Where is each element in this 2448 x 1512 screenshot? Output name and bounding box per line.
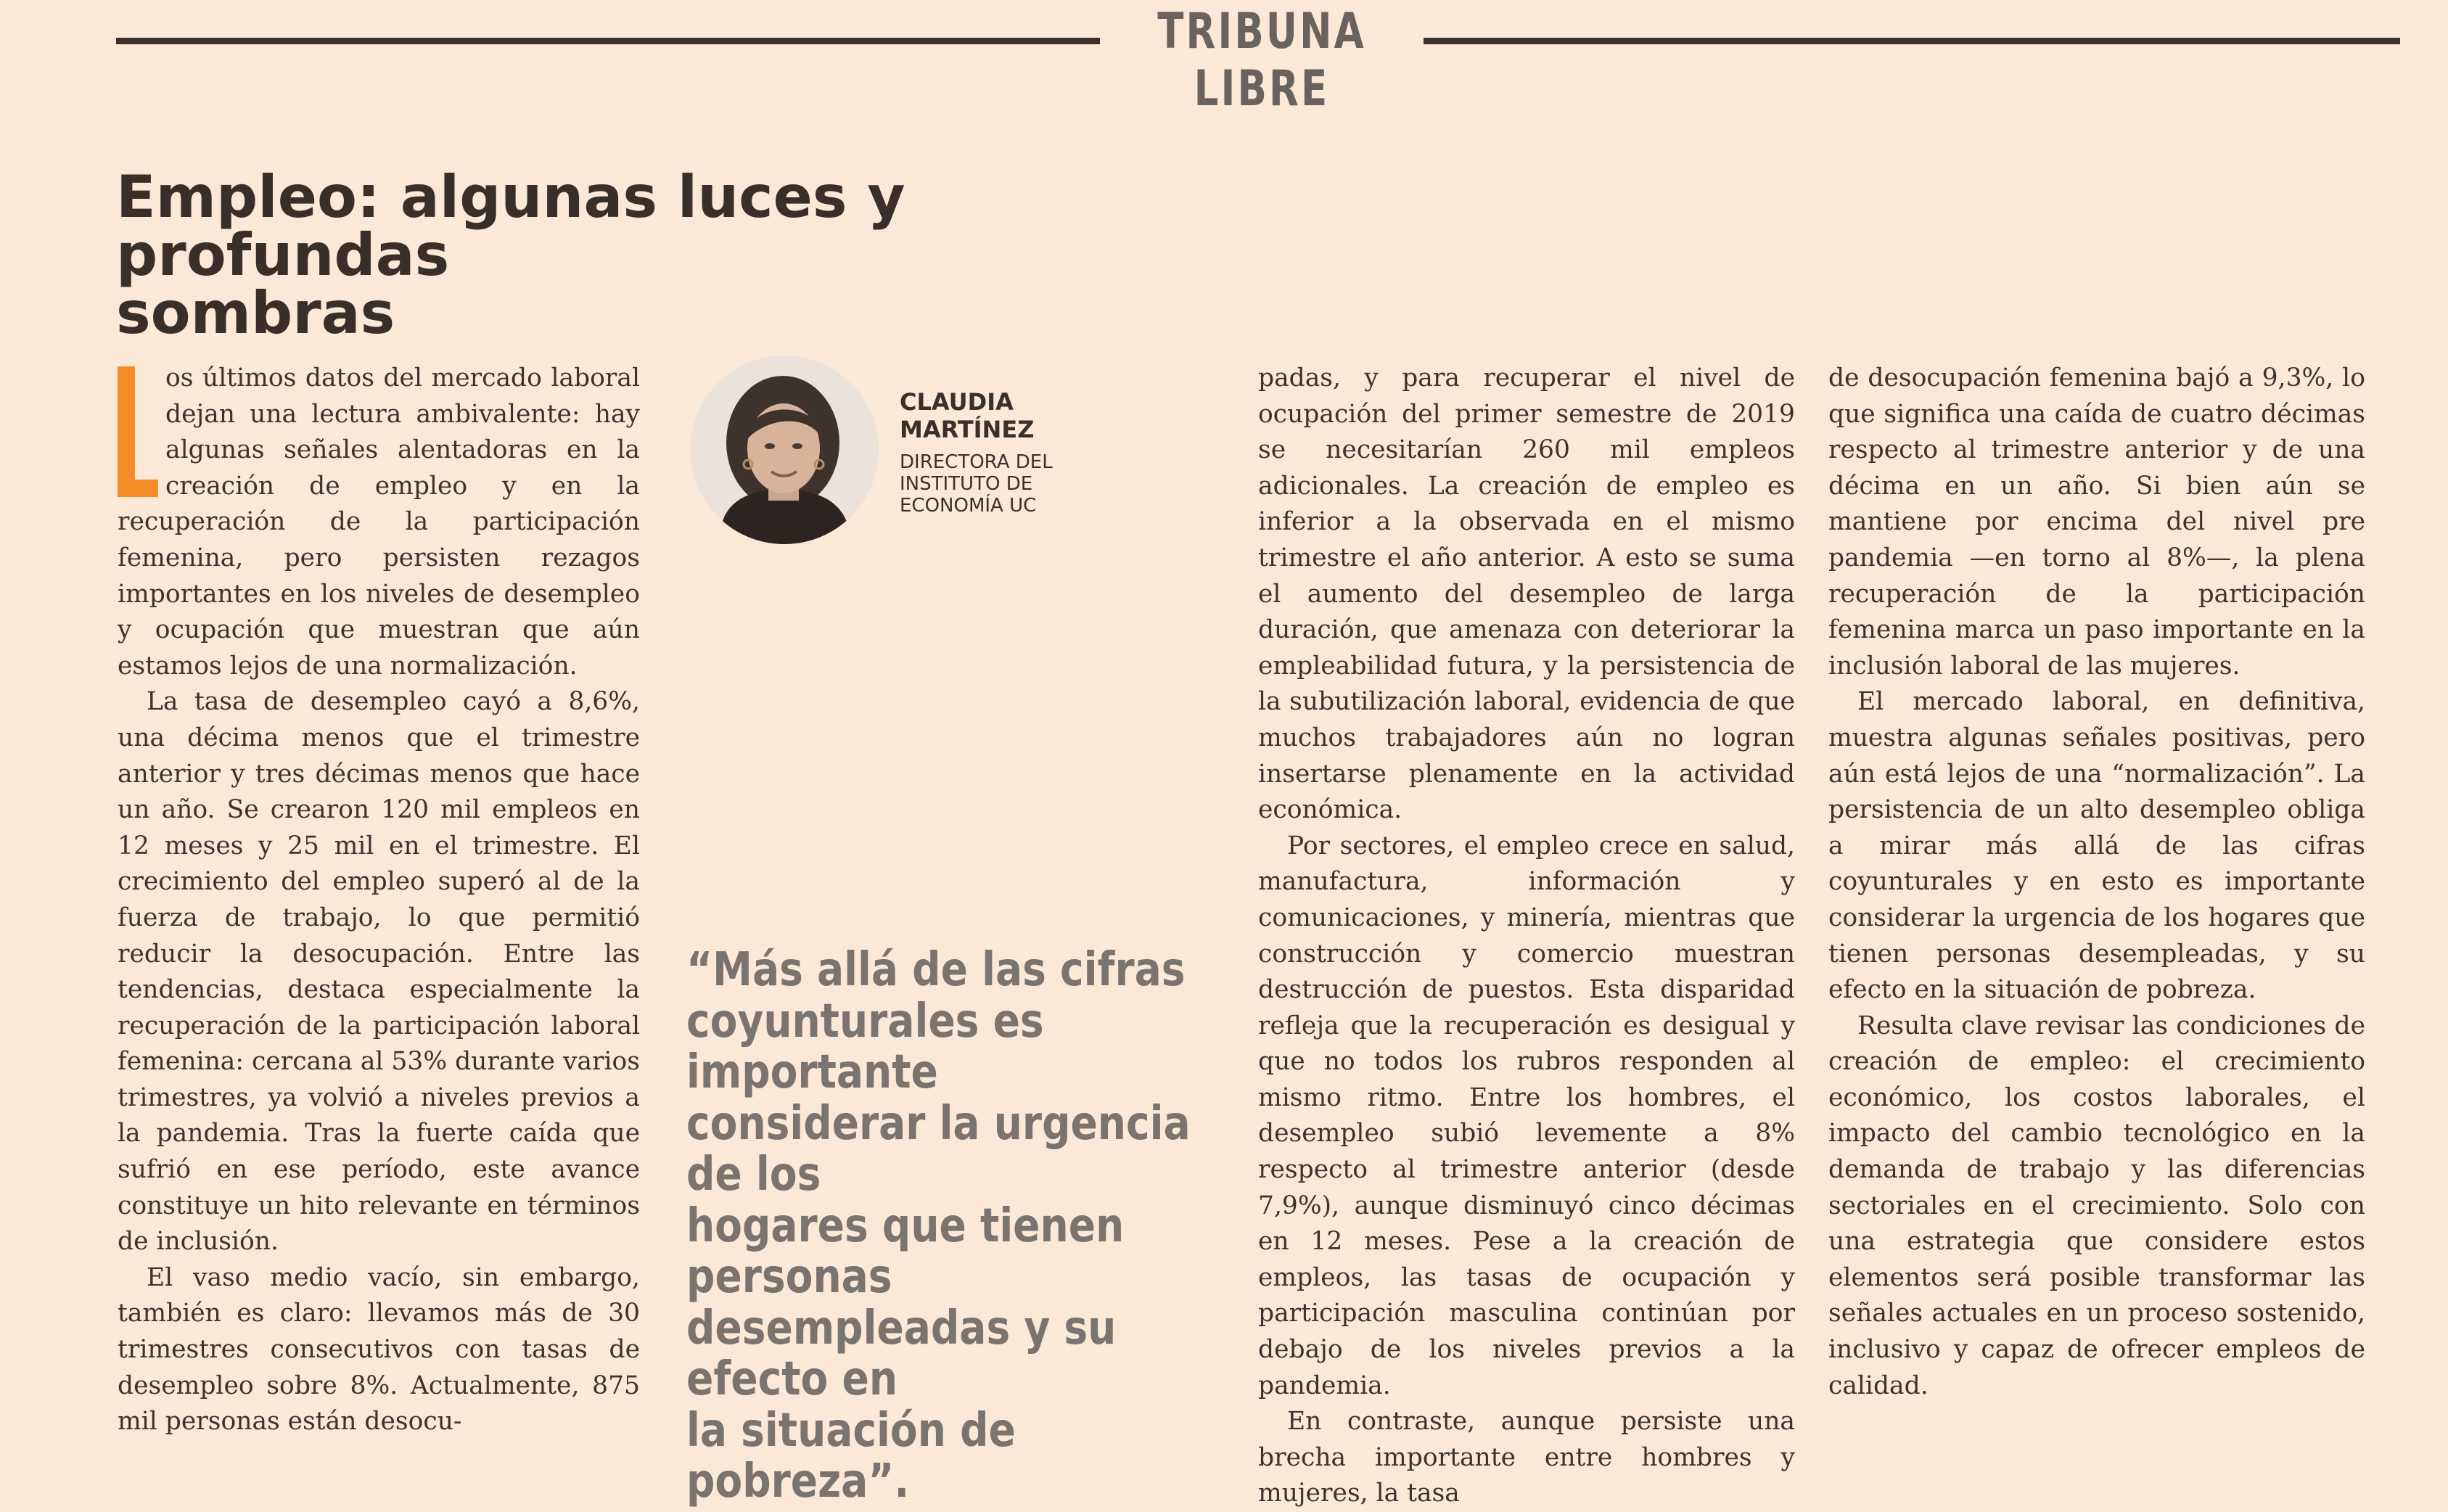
author-role-line: DIRECTORA DEL bbox=[900, 451, 1053, 473]
dropcap-foot bbox=[118, 480, 158, 497]
author-last-name: MARTÍNEZ bbox=[900, 416, 1035, 443]
author-role-line: INSTITUTO DE bbox=[900, 473, 1033, 495]
pull-quote-line: considerar la urgencia de los bbox=[686, 1096, 1191, 1201]
paragraph: En contraste, aunque persiste una brecha importante entre hombres y mujeres, la tasa bbox=[1258, 1407, 1795, 1508]
pull-quote-line: la situación de pobreza”. bbox=[686, 1403, 1016, 1508]
author-photo bbox=[690, 356, 879, 544]
paragraph: El vaso medio vacío, sin embargo, también es claro: llevamos más de 30 trimestres consecutivos con tasas de desempleo sobre 8%. Actualmente, 875 mil personas están desocu- bbox=[118, 1262, 640, 1437]
paragraph: de desocupación femenina bajó a 9,3%, lo que significa una caída de cuatro décimas respecto al trimestre anterior y de una décima en un año. Si bien aún se mantiene por encima del nivel pre pandemia —en torno al 8%—, la plena recuperación de la participación femenina marca un paso importante en la inclusión laboral de las mujeres. bbox=[1828, 363, 2365, 681]
paragraph bbox=[118, 361, 640, 684]
pull-quote-line: “Más allá de las cifras bbox=[686, 943, 1186, 997]
paragraph: Resulta clave revisar las condiciones de creación de empleo: el crecimiento económico, los costos laborales, el impacto del cambio tecnológico en la demanda de trabajo y las diferencias sectoriales en el crecimiento. Solo con una estrategia que considere estos elementos será posible transformar las señales actuales en un proceso sostenido, inclusivo y capaz de ofrecer empleos de calidad. bbox=[1828, 1011, 2365, 1400]
header-rule-left bbox=[116, 38, 1100, 44]
article-column-3 bbox=[1828, 361, 2365, 1404]
headline-line-2: sombras bbox=[116, 279, 395, 347]
article-column-1 bbox=[118, 361, 640, 1440]
article-column-2 bbox=[1258, 361, 1795, 1512]
author-portrait-icon bbox=[690, 356, 879, 544]
author-first-name: CLAUDIA bbox=[900, 388, 1014, 416]
author-role-line: ECONOMÍA UC bbox=[900, 495, 1037, 517]
paragraph: El mercado laboral, en definitiva, muestra algunas señales positivas, pero aún está lejos de una “normalización”. La persistencia de un alto desempleo obliga a mirar más allá de las cifras coyunturales y en esto es importante considerar la urgencia de los hogares que tienen personas desempleadas, y su efecto en la situación de pobreza. bbox=[1828, 687, 2365, 1005]
paragraph: padas, y para recuperar el nivel de ocupación del primer semestre de 2019 se necesitarían 260 mil empleos adicionales. La creación de empleo es inferior a la observada en el mismo trimestre el año anterior. A esto se suma el aumento del desempleo de larga duración, que amenaza con deteriorar la empleabilidad futura, y la persistencia de la subutilización laboral, evidencia de que muchos trabajadores aún no logran insertarse plenamente en la actividad económica. bbox=[1258, 363, 1795, 825]
pull-quote-line: coyunturales es importante bbox=[686, 994, 1044, 1099]
author-name bbox=[900, 388, 1117, 443]
dropcap-stem bbox=[118, 366, 135, 497]
dropcap-l bbox=[118, 366, 158, 497]
pull-quote bbox=[686, 945, 1210, 1508]
pull-quote-line: desempleadas y su efecto en bbox=[686, 1301, 1117, 1406]
paragraph-text: os últimos datos del mercado laboral dejan una lectura ambivalente: hay algunas señales alentadoras en la creación de empleo y en la recuperación de la participación femenina, pero persisten rezagos importantes en los niveles de desempleo y ocupación que muestran que aún estamos lejos de una normalización. bbox=[118, 363, 640, 681]
section-title: TRIBUNA LIBRE bbox=[1157, 3, 1366, 118]
article-headline bbox=[116, 163, 1132, 347]
pull-quote-line: hogares que tienen personas bbox=[686, 1199, 1125, 1304]
paragraph: La tasa de desempleo cayó a 8,6%, una décima menos que el trimestre anterior y tres décimas menos que hace un año. Se crearon 120 mil empleos en 12 meses y 25 mil en el trimestre. El crecimiento del empleo superó al de la fuerza de trabajo, lo que permitió reducir la desocupación. Entre las tendencias, destaca especialmente la recuperación de la participación laboral femenina: cercana al 53% durante varios trimestres, ya volvió a niveles previos a la pandemia. Tras la fuerte caída que sufrió en ese período, este avance constituye un hito relevante en términos de inclusión. bbox=[118, 687, 640, 1257]
paragraph: Por sectores, el empleo crece en salud, manufactura, información y comunicaciones, y minería, mientras que construcción y comercio muestran destrucción de puestos. Esta disparidad refleja que la recuperación es desigual y que no todos los rubros responden al mismo ritmo. Entre los hombres, el desempleo subió levemente a 8% respecto al trimestre anterior (desde 7,9%), aunque disminuyó cinco décimas en 12 meses. Pese a la creación de empleos, las tasas de ocupación y participación masculina continúan por debajo de los niveles previos a la pandemia. bbox=[1258, 831, 1795, 1400]
headline-line-1: Empleo: algunas luces y profundas bbox=[116, 163, 905, 289]
author-role bbox=[900, 451, 1117, 517]
header-rule-right bbox=[1424, 38, 2400, 44]
